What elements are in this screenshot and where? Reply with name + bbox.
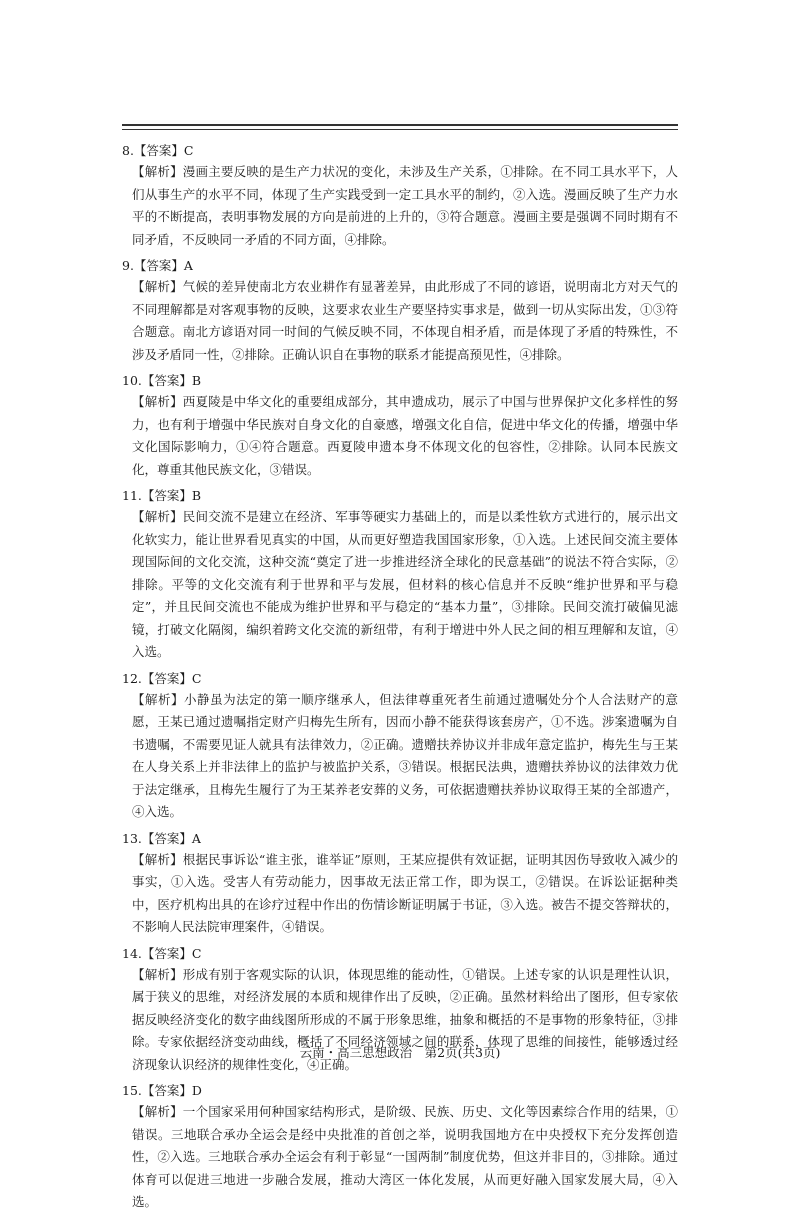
explanation-text: 【解析】西夏陵是中华文化的重要组成部分，其申遗成功，展示了中国与世界保护文化多样性的努力，也有利于增强中华民族对自身文化的自豪感，增强文化自信，促进中华文化的传播，增强中华文化国际影响力，①④符合题意。西夏陵申遗本身不体现文化的包容性，②排除。认同本民族文化，尊重其他民族文化，③错误。 <box>132 394 678 477</box>
explanation-text: 【解析】形成有别于客观实际的认识，体现思维的能动性，①错误。上述专家的认识是理性认识，属于狭义的思维，对经济发展的本质和规律作出了反映，②正确。虽然材料给出了图形，但专家依据反映经济变化的数字曲线图所形成的不属于形象思维，抽象和概括的不是事物的形象特征，③排除。专家依据经济变动曲线，概括了不同经济领域之间的联系，体现了思维的间接性，能够透过经济现象认识经济的规律性变化，④正确。 <box>132 966 678 1072</box>
header-rule-thin <box>122 129 678 130</box>
explanation-text: 【解析】一个国家采用何种国家结构形式，是阶级、民族、历史、文化等因素综合作用的结果，①错误。三地联合承办全运会是经中央批准的首创之举，说明我国地方在中央授权下充分发挥创造性，②入选。三地联合承办全运会有利于彰显“一国两制”制度优势，但这并非目的，③排除。通过体育可以促进三地进一步融合发展，推动大湾区一体化发展，从而更好融入国家发展大局，④入选。 <box>132 1104 678 1209</box>
answer-line: 10.【答案】B <box>122 373 202 388</box>
explanation-text: 【解析】漫画主要反映的是生产力状况的变化，未涉及生产关系，①排除。在不同工具水平下，人们从事生产的水平不同，体现了生产实践受到一定工具水平的制约，②入选。漫画反映了生产力水平的不断提高，表明事物发展的方向是前进的上升的，③符合题意。漫画主要是强调不同时期有不同矛盾，不反映同一矛盾的不同方面，④排除。 <box>132 164 678 247</box>
answer-line: 8.【答案】C <box>122 143 194 158</box>
question-8 <box>122 140 678 251</box>
answer-line: 13.【答案】A <box>122 830 201 846</box>
question-13 <box>122 828 678 939</box>
answer-line: 11.【答案】B <box>122 488 202 503</box>
explanation-text: 【解析】气候的差异使南北方农业耕作有显著差异，由此形成了不同的谚语，说明南北方对天气的不同理解都是对客观事物的反映，这要求农业生产要坚持实事求是，做到一切从实际出发，①③符合题意。南北方谚语对同一时间的气候反映不同，不体现自相矛盾，而是体现了矛盾的特殊性，不涉及矛盾同一性，②排除。正确认识自在事物的联系才能提高预见性，④排除。 <box>132 279 678 362</box>
explanation-text: 【解析】小静虽为法定的第一顺序继承人，但法律尊重死者生前通过遗嘱处分个人合法财产的意愿，王某已通过遗嘱指定财产归梅先生所有，因而小静不能获得该套房产，①不选。涉案遗嘱为自书遗嘱，不需要见证人就具有法律效力，②正确。遗赠扶养协议并非成年意定监护，梅先生与王某在人身关系上并非法律上的监护与被监护关系，③错误。根据民法典，遗赠扶养协议的法律效力优于法定继承，且梅先生履行了为王某养老安葬的义务，可依据遗赠扶养协议取得王某的全部遗产，④入选。 <box>132 691 678 819</box>
question-12 <box>122 668 678 824</box>
answer-line: 14.【答案】C <box>122 945 202 961</box>
explanation-text: 【解析】根据民事诉讼“谁主张，谁举证”原则，王某应提供有效证据，证明其因伤导致收入减少的事实，①入选。受害人有劳动能力，因事故无法正常工作，即为误工，②错误。在诉讼证据种类中，医疗机构出具的在诊疗过程中作出的伤情诊断证明属于书证，③入选。被告不提交答辩状的，不影响人民法院审理案件，④错误。 <box>132 851 678 934</box>
question-9 <box>122 255 678 366</box>
answer-line: 9.【答案】A <box>122 258 193 273</box>
explanation-text: 【解析】民间交流不是建立在经济、军事等硬实力基础上的，而是以柔性软方式进行的，展示出文化软实力，能让世界看见真实的中国，从而更好塑造我国国家形象，①入选。上述民间交流主要体现国际间的文化交流，这种交流“奠定了进一步推进经济全球化的民意基础”的说法不符合实际，②排除。平等的文化交流有利于世界和平与发展，但材料的核心信息并不反映“维护世界和平与稳定”，并且民间交流也不能成为维护世界和平与稳定的“基本力量”，③排除。民间交流打破偏见滤镜，打破文化隔阂，编织着跨文化交流的新纽带，有利于增进中外人民之间的相互理解和友谊，④入选。 <box>132 509 678 659</box>
question-11 <box>122 485 678 664</box>
question-10 <box>122 370 678 481</box>
question-15 <box>122 1080 678 1214</box>
answer-line: 15.【答案】D <box>122 1083 202 1098</box>
page-footer: 云南・高三思想政治 第2页(共3页) <box>299 1045 501 1060</box>
answer-line: 12.【答案】C <box>122 670 202 686</box>
header-rule-thick <box>122 124 678 126</box>
